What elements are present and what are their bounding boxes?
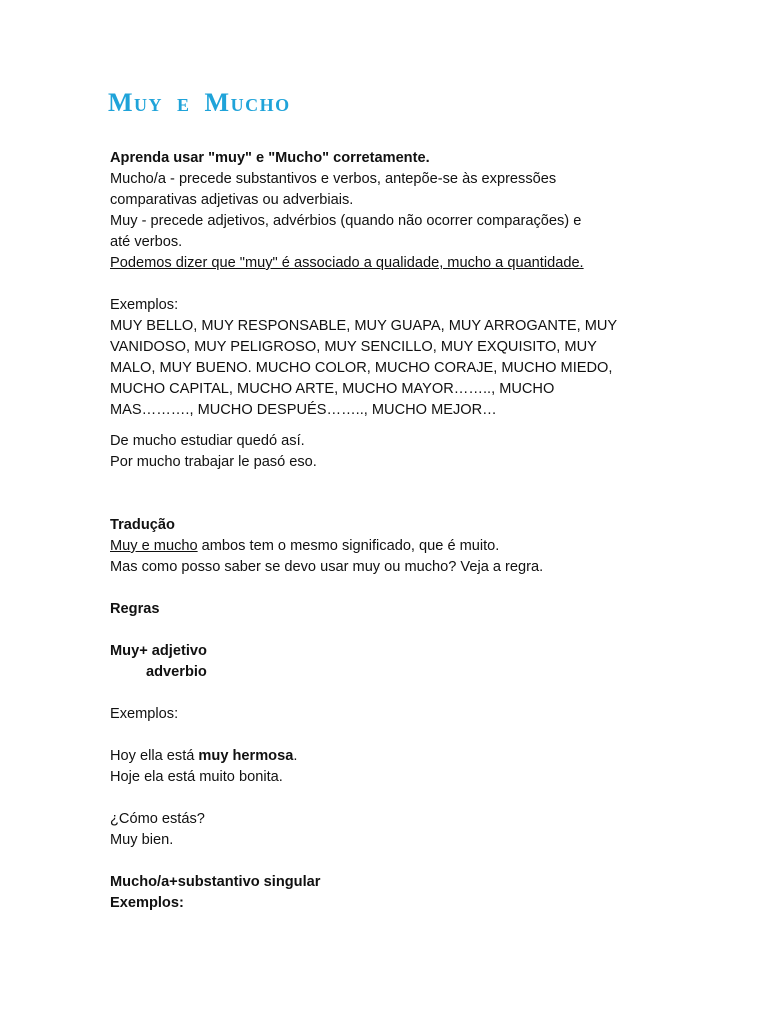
page-title: Muy e Mucho bbox=[108, 88, 291, 117]
intro-line: Muy - precede adjetivos, advérbios (quando não ocorrer comparações) e bbox=[110, 213, 582, 229]
rule-example bbox=[110, 746, 655, 767]
examples-label: Exemplos: bbox=[110, 297, 179, 313]
translation-heading: Tradução bbox=[110, 517, 175, 533]
translation-line: Mas como posso saber se devo usar muy ou mucho? Veja a regra. bbox=[110, 559, 544, 575]
rule-muy-sub: adverbio bbox=[146, 664, 207, 680]
examples-line: MUCHO CAPITAL, MUCHO ARTE, MUCHO MAYOR…….., MUCHO bbox=[110, 381, 555, 397]
intro-line: Mucho/a - precede substantivos e verbos, antepõe-se às expressões bbox=[110, 171, 557, 187]
translation-rest: ambos tem o mesmo significado, que é muito. bbox=[197, 538, 500, 554]
examples-line: MAS………., MUCHO DESPUÉS…….., MUCHO MEJOR… bbox=[110, 402, 497, 418]
rule-example-text: Hoy ella está bbox=[110, 748, 199, 764]
intro-line: comparativas adjetivas ou adverbiais. bbox=[110, 192, 354, 208]
examples-line: VANIDOSO, MUY PELIGROSO, MUY SENCILLO, MUY EXQUISITO, MUY bbox=[110, 339, 597, 355]
rule-example-bold: muy hermosa bbox=[198, 748, 294, 764]
rules-heading: Regras bbox=[110, 601, 160, 617]
translation-line bbox=[110, 536, 655, 557]
intro-heading: Aprenda usar "muy" e "Mucho" corretamente. bbox=[110, 150, 430, 166]
rule-example-question: ¿Cómo estás? bbox=[110, 811, 205, 827]
intro-line: até verbos. bbox=[110, 234, 183, 250]
rule-mucho-examples-label: Exemplos: bbox=[110, 895, 184, 911]
rule-example-answer: Muy bien. bbox=[110, 832, 174, 848]
document-body bbox=[110, 148, 655, 914]
intro-summary: Podemos dizer que "muy" é associado a qualidade, mucho a quantidade. bbox=[110, 255, 584, 271]
rules-examples-label: Exemplos: bbox=[110, 706, 179, 722]
translation-underlined: Muy e mucho bbox=[110, 538, 198, 554]
example-sentence: De mucho estudiar quedó así. bbox=[110, 433, 305, 449]
example-sentence: Por mucho trabajar le pasó eso. bbox=[110, 454, 317, 470]
rule-mucho: Mucho/a+substantivo singular bbox=[110, 874, 321, 890]
rule-example-translation: Hoje ela está muito bonita. bbox=[110, 769, 283, 785]
examples-line: MUY BELLO, MUY RESPONSABLE, MUY GUAPA, MUY ARROGANTE, MUY bbox=[110, 318, 618, 334]
rule-muy: Muy+ adjetivo bbox=[110, 643, 207, 659]
rule-example-text: . bbox=[293, 748, 298, 764]
examples-line: MALO, MUY BUENO. MUCHO COLOR, MUCHO CORAJE, MUCHO MIEDO, bbox=[110, 360, 613, 376]
